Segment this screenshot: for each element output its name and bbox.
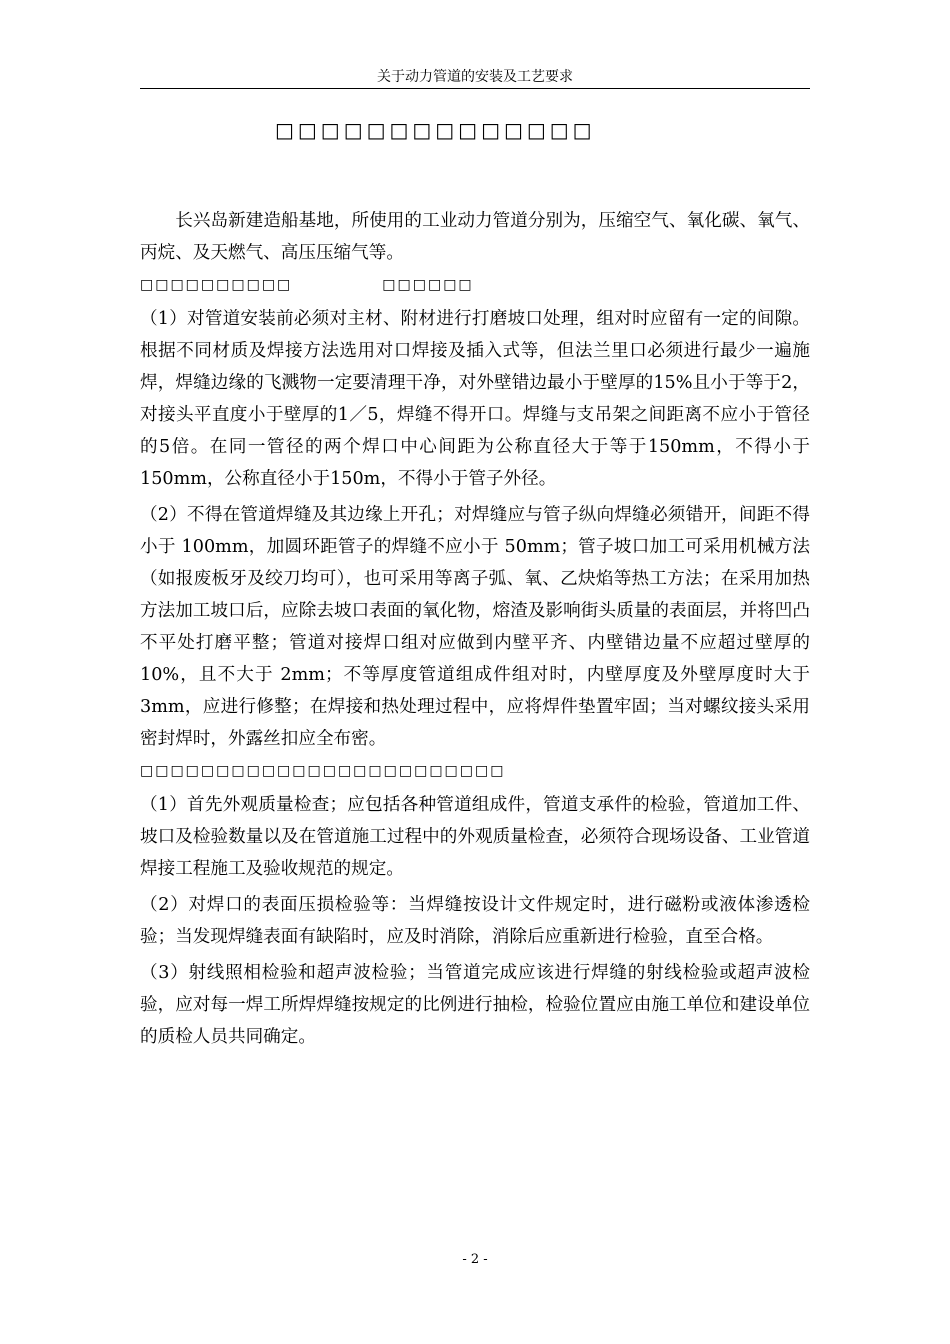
header-divider <box>140 88 810 89</box>
document-body <box>140 205 810 1053</box>
section-2-paragraph-3: （3）射线照相检验和超声波检验；当管道完成应该进行焊缝的射线检验或超声波检验，应对每一焊工所焊焊缝按规定的比例进行抽检，检验位置应由施工单位和建设单位的质检人员共同确定。 <box>140 963 810 1047</box>
section-1-heading <box>140 271 810 299</box>
section-2-heading: □□□□□□□□□□□□□□□□□□□□□□□□ <box>140 763 506 779</box>
section-2-paragraph-1: （1）首先外观质量检查；应包括各种管道组成件，管道支承件的检验，管道加工件、坡口及检验数量以及在管道施工过程中的外观质量检查，必须符合现场设备、工业管道焊接工程施工及验收规范的规定。 <box>140 795 810 879</box>
running-header: 关于动力管道的安装及工艺要求 <box>377 69 573 85</box>
section-1-paragraph-1: （1）对管道安装前必须对主材、附材进行打磨坡口处理，组对时应留有一定的间隙。根据不同材质及焊接方法选用对口焊接及插入式等，但法兰里口必须进行最少一遍施焊，焊缝边缘的飞溅物一定要清理干净，对外壁错边最小于壁厚的15%且小于等于2，对接头平直度小于壁厚的1／5，焊缝不得开口。焊缝与支吊架之间距离不应小于管径的5倍。在同一管径的两个焊口中心间距为公称直径大于等于150mm，不得小于150mm，公称直径小于150m，不得小于管子外径。 <box>140 309 810 489</box>
document-title: □□□□□□□□□□□□□□ <box>275 118 596 142</box>
section-1-heading-part-b: □□□□□□ <box>382 277 474 293</box>
section-2-paragraph-2: （2）对焊口的表面压损检验等：当焊缝按设计文件规定时，进行磁粉或液体渗透检验；当发现焊缝表面有缺陷时，应及时消除，消除后应重新进行检验，直至合格。 <box>140 895 810 947</box>
section-1-paragraph-2: （2）不得在管道焊缝及其边缘上开孔；对焊缝应与管子纵向焊缝必须错开，间距不得小于 100mm，加圆环距管子的焊缝不应小于 50mm；管子坡口加工可采用机械方法（如报废板牙及绞刀均可），也可采用等离子弧、氧、乙炔焰等热工方法；在采用加热方法加工坡口后，应除去坡口表面的氧化物，熔渣及影响街头质量的表面层，并将凹凸不平处打磨平整；管道对接焊口组对应做到内壁平齐、内壁错边量不应超过壁厚的10%，且不大于 2mm；不等厚度管道组成件组对时，内壁厚度及外壁厚度时大于 3mm，应进行修整；在焊接和热处理过程中，应将焊件垫置牢固；当对螺纹接头采用密封焊时，外露丝扣应全布密。 <box>140 505 810 749</box>
page-number: - 2 - <box>462 1252 488 1267</box>
intro-paragraph: 长兴岛新建造船基地，所使用的工业动力管道分别为，压缩空气、氧化碳、氧气、丙烷、及天燃气、高压压缩气等。 <box>140 211 810 263</box>
section-1-heading-part-a: □□□□□□□□□□ <box>140 277 293 293</box>
